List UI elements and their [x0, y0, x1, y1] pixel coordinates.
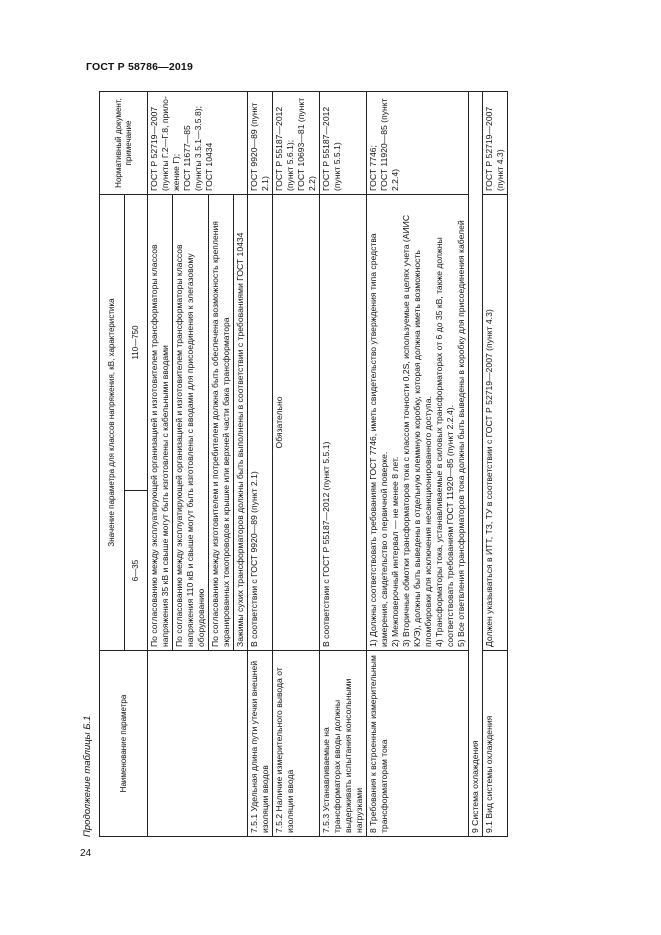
- cell-parameter-name: 7.5.1 Удельная длина пути утечки внешней изоляции вводов: [248, 651, 273, 837]
- note-line: (пункт 5.6.1);: [285, 139, 295, 191]
- note-line: ГОСТ Р 52719—2007: [149, 106, 159, 191]
- note-line: (пункт 5.5.1): [332, 142, 342, 191]
- cell-empty-name: [148, 651, 248, 837]
- page-number: 24: [80, 848, 92, 859]
- cell-normative: [367, 91, 469, 194]
- cell-parameter-name: 8 Требования к встроенным измерительным трансформаторам тока: [367, 651, 469, 837]
- cell-normative: [483, 91, 508, 194]
- note-line: (пункты Г.2—Г.8, прило-: [160, 96, 170, 191]
- note-line: (пункт 4.3): [495, 149, 505, 191]
- table-row: [320, 91, 367, 836]
- table-row: [483, 91, 508, 836]
- parameters-table: [99, 91, 508, 837]
- requirement-item: 4) Трансформаторы тока, устанавливаемые в силовых трансформаторах от 6 до 35 кВ, также должны соответствовать требованиям ГОСТ 11920—85 (пункт 2.2.4).: [434, 237, 455, 647]
- note-line: жение Г);: [171, 153, 181, 191]
- note-line: 2.2): [307, 176, 317, 191]
- note-line: ГОСТ Р 52719—2007: [484, 106, 494, 191]
- cell-span-text: По согласованию между изготовителем и потребителем должна быть обеспечена возможность крепления экранированных токопроводов к крышке или верхней части бака трансформатора: [209, 194, 234, 650]
- header-110-750: 110—750: [125, 194, 148, 490]
- cell-parameter-name: 9.1 Вид системы охлаждения: [483, 651, 508, 837]
- cell-parameter-name: 7.5.2 Наличие измерительного вывода от изоляции ввода: [273, 651, 320, 837]
- cell-parameter-name: 7.5.3 Устанавливаемые на трансформаторах вводы должны выдерживать испытания консольными нагрузками: [320, 651, 367, 837]
- rotated-table-area: [82, 92, 578, 837]
- cell-value: В соответствии с ГОСТ 9920—89 (пункт 2.1): [248, 194, 273, 650]
- note-line: ГОСТ 11677—85: [182, 125, 192, 191]
- table-row: [248, 91, 273, 836]
- note-line: 2.2.4): [390, 169, 400, 191]
- requirement-item: 1) Должны соответствовать требованиям ГОСТ 7746, иметь свидетельство утверждения типа средства измерения, свидетельство о первичной поверке.: [368, 233, 389, 647]
- cell-value: В соответствии с ГОСТ Р 55187—2012 (пункт 5.5.1): [320, 194, 367, 650]
- header-parameter-name: Наименование параметра: [100, 651, 148, 837]
- requirement-item: 2) Межповерочный интервал — не менее 8 лет.: [390, 456, 400, 647]
- requirement-item: 5) Все ответвления трансформаторов тока должны быть выведены в коробку для присоединения кабелей: [456, 220, 466, 647]
- table-header-row: [100, 91, 125, 836]
- header-normative: Нормативный документ, примечание: [100, 91, 148, 194]
- cell-normative: ГОСТ 9920—89 (пункт 2.1): [248, 91, 273, 194]
- cell-value: Должен указываться в ИТТ, ТЗ, ТУ в соответствии с ГОСТ Р 52719—2007 (пункт 4.3): [483, 194, 508, 650]
- note-line: ГОСТ Р 55187—2012: [321, 106, 331, 191]
- cell-value: [367, 194, 469, 650]
- header-6-35: 6—35: [125, 491, 148, 651]
- table-row: [148, 91, 173, 836]
- table-caption: Продолжение таблицы Б.1: [82, 715, 93, 837]
- cell-section-title: 9 Система охлаждения: [469, 91, 483, 836]
- cell-normative: [273, 91, 320, 194]
- header-values-group: Значение параметра для классов напряжения, кВ, характеристика: [100, 194, 125, 650]
- note-line: ГОСТ 7746;: [368, 145, 378, 191]
- note-line: ГОСТ 10434: [204, 142, 214, 191]
- table-row: [273, 91, 320, 836]
- table-row: [469, 91, 483, 836]
- cell-normative: [320, 91, 367, 194]
- document-title: ГОСТ Р 58786—2019: [86, 61, 194, 73]
- cell-span-text: По согласованию между эксплуатирующей организацией и изготовителем трансформаторы классов напряжения 110 кВ и свыше могут быть изготовлены с вводами для присоединения к элегазовому оборудованию: [173, 194, 209, 650]
- cell-value: Обязательно: [273, 194, 320, 650]
- table-row: [367, 91, 469, 836]
- note-line: ГОСТ 11920—85 (пункт: [379, 98, 389, 191]
- note-line: ГОСТ Р 55187—2012: [274, 106, 284, 191]
- cell-span-text: Зажимы сухих трансформаторов должны быть выполнены в соответствии с требованиями ГОСТ 10434: [234, 194, 248, 650]
- requirement-item: 3) Вторичные обмотки трансформаторов тока с классом точности 0,2S, используемые в целях учета (АИИС КУЭ), должны быть выведены в отдельную клеммную коробку, которая должна иметь возможность пломбировки для исключения несанкционированного доступа.: [401, 214, 433, 647]
- note-line: ГОСТ 10693—81 (пункт: [296, 97, 306, 191]
- cell-normative: [148, 91, 248, 194]
- cell-span-text: По согласованию между эксплуатирующей организацией и изготовителем трансформаторы классов напряжения 35 кВ и свыше могут быть изготовлены с кабельными вводами: [148, 194, 173, 650]
- note-line: (пункты 3.5.1—3.5.8);: [193, 105, 203, 191]
